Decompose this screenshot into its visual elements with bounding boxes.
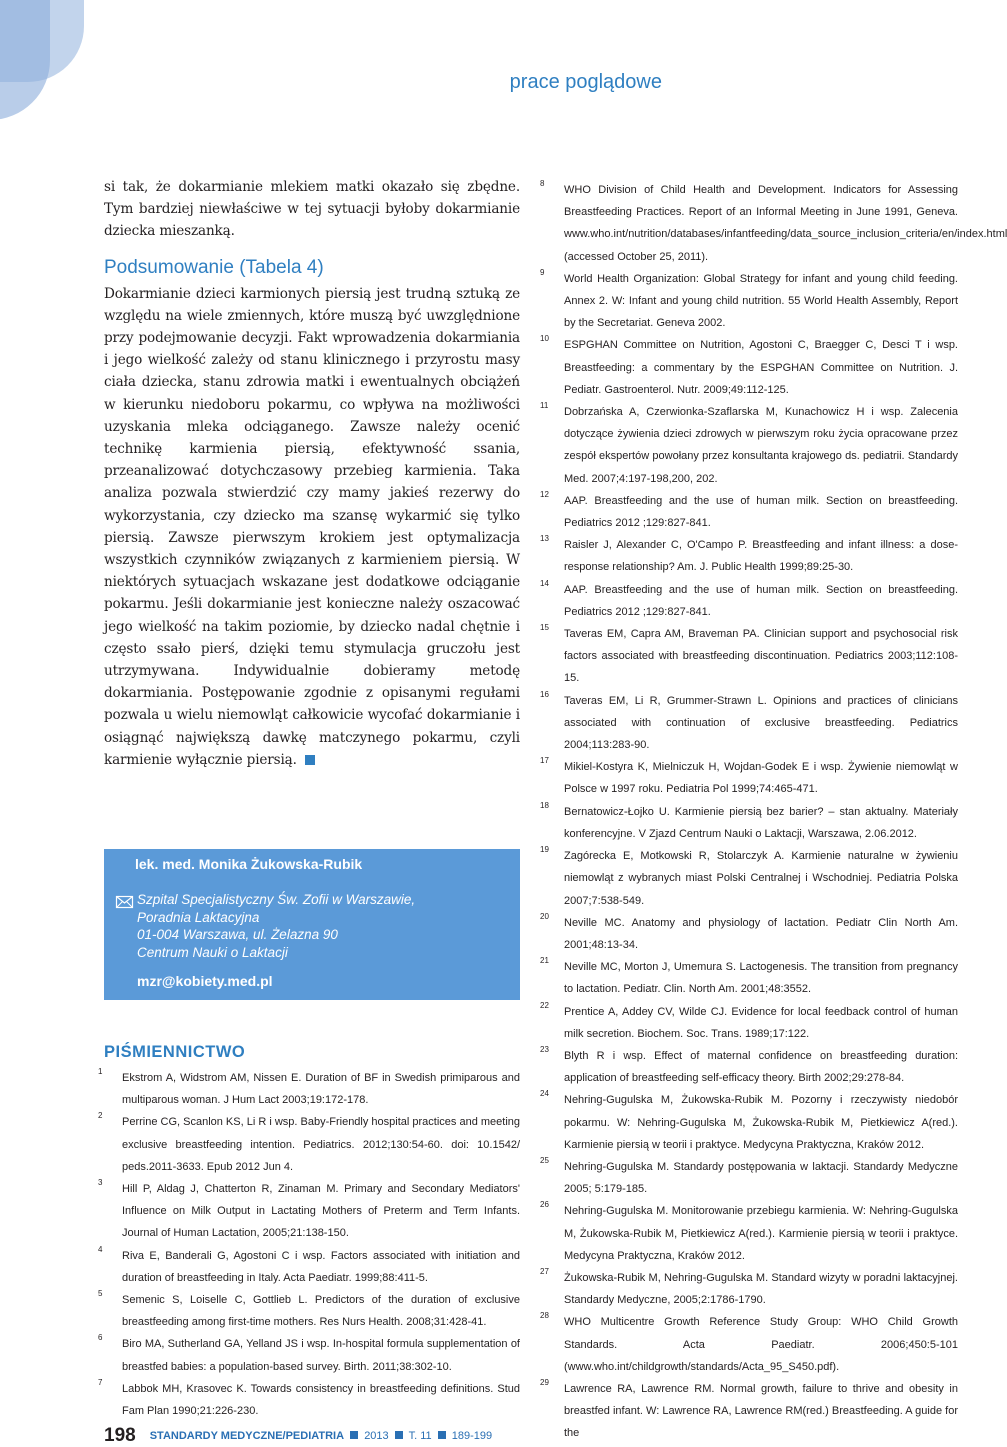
reference-number: 7: [98, 1377, 103, 1387]
reference-number: 1: [98, 1067, 103, 1076]
reference-number: 15: [540, 623, 549, 633]
reference-text: Neville MC. Anatomy and physiology of lactation. Pediatr Clin North Am. 2001;48:13-34.: [564, 916, 958, 951]
reference-text: Nehring-Gugulska M. Standardy postępowania w laktacji. Standardy Medyczne 2005; 5:179-185.: [564, 1160, 958, 1196]
reference-text: AAP. Breastfeeding and the use of human milk. Section on breastfeeding. Pediatrics 2012 ;129:827-841.: [564, 583, 958, 618]
footer: [104, 1425, 492, 1447]
reference-text: Żukowska-Rubik M, Nehring-Gugulska M. Standard wizyty w poradni laktacyjnej. Standardy Medyczne, 2005;2:1786-1790.: [564, 1271, 958, 1307]
address-line: 01-004 Warszawa, ul. Żelazna 90: [137, 927, 338, 942]
reference-item: [98, 1333, 520, 1377]
author-address: [137, 891, 415, 961]
reference-item: [540, 268, 958, 335]
journal-section: /PEDIATRIA: [282, 1430, 345, 1442]
reference-item: [540, 1378, 958, 1445]
reference-number: 12: [540, 489, 549, 499]
reference-text: Riva E, Banderali G, Agostoni C i wsp. Factors associated with initiation and duration of breastfeeding in Italy. Acta Paediatr. 1999;88:411-5.: [122, 1249, 520, 1284]
reference-number: 2: [98, 1111, 103, 1121]
reference-number: 3: [98, 1178, 103, 1188]
separator-icon: [395, 1431, 403, 1439]
reference-item: [540, 1045, 958, 1089]
reference-text: Taveras EM, Capra AM, Braveman PA. Clinician support and psychosocial risk factors associated with breastfeeding discontinuation. Pediatrics 2003;112:108-15.: [564, 628, 958, 685]
reference-number: 6: [98, 1333, 103, 1343]
address-line: Poradnia Laktacyjna: [137, 909, 260, 925]
separator-icon: [438, 1431, 446, 1439]
reference-text: Labbok MH, Krasovec K. Towards consistency in breastfeeding definitions. Stud Fam Plan 1990;21:226-230.: [122, 1382, 520, 1418]
reference-text: Taveras EM, Li R, Grummer-Strawn L. Opinions and practices of clinicians associated with continuation of exclusive breastfeeding. Pediatrics 2004;113:283-90.: [564, 694, 958, 752]
journal-name: STANDARDY MEDYCZNE: [149, 1430, 283, 1442]
reference-number: 9: [540, 267, 545, 277]
reference-item: [540, 956, 958, 1000]
reference-text: AAP. Breastfeeding and the use of human milk. Section on breastfeeding. Pediatrics 2012 ;129:827-841.: [564, 494, 958, 530]
reference-text: Lawrence RA, Lawrence RM. Normal growth, failure to thrive and obesity in breastfed infant. W: Lawrence RA, Lawrence RM(red.) Breastfeeding. A guide for the: [564, 1382, 958, 1440]
paragraph-summary: [104, 283, 520, 771]
reference-item: [98, 1178, 520, 1245]
reference-item: [540, 1089, 958, 1156]
reference-number: 11: [540, 401, 549, 411]
reference-text: Nehring-Gugulska M. Monitorowanie przebiegu karmienia. W: Nehring-Gugulska M, Żukowska-Rubik M, Pietkiewicz A(red.). Karmienie piersią w teorii i praktyce. Medycyna Praktyczna, Kraków 2012.: [564, 1205, 958, 1262]
reference-text: ESPGHAN Committee on Nutrition, Agostoni C, Braegger C, Desci T i wsp. Breastfeeding: a commentary by the ESPGHAN Committee on Nutrition. J. Pediatr. Gastroenterol. Nutr. 2009;49:112-125.: [564, 339, 958, 396]
end-mark-icon: [305, 755, 315, 765]
reference-number: 24: [540, 1089, 549, 1099]
reference-number: 26: [540, 1200, 549, 1210]
reference-number: 14: [540, 578, 549, 588]
reference-number: 17: [540, 756, 549, 766]
reference-text: Zagórecka E, Motkowski R, Stolarczyk A. Karmienie naturalne w żywieniu niemowląt z wybranych miast Polski Centralnej i Wschodniej. Pediatria Polska 2007;7:538-549.: [564, 850, 958, 907]
separator-icon: [350, 1431, 358, 1439]
reference-text: WHO Division of Child Health and Development. Indicators for Assessing Breastfeeding Practices. Report of an Informal Meeting in June 1991, Geneva. www.who.int/nutrition/databases/infantfeeding/data_source_inclusion_criteria/en/index.html (accessed October 25, 2011).: [564, 184, 1007, 263]
journal-pages: 189-199: [451, 1430, 493, 1442]
reference-item: [98, 1378, 520, 1422]
reference-text: Ekstrom A, Widstrom AM, Nissen E. Duration of BF in Swedish primiparous and multiparous woman. J Hum Lact 2003;19:172-178.: [122, 1072, 520, 1107]
references-title: PIŚMIENNICTWO: [104, 1043, 246, 1061]
journal-volume: T. 11: [408, 1430, 432, 1442]
page-number: 198: [104, 1425, 136, 1446]
reference-text: Mikiel-Kostyra K, Mielniczuk H, Wojdan-Godek E i wsp. Żywienie niemowląt w Polsce w 1997 roku. Pediatria Pol 1999;74:465-471.: [564, 761, 958, 796]
reference-number: 4: [98, 1244, 103, 1254]
address-line: Centrum Nauki o Laktacji: [137, 944, 288, 960]
reference-number: 23: [540, 1044, 549, 1054]
reference-number: 16: [540, 689, 549, 699]
reference-number: 22: [540, 1000, 549, 1010]
reference-item: [540, 1156, 958, 1200]
reference-text: Raisler J, Alexander C, O'Campo P. Breastfeeding and infant illness: a dose-response relationship? Am. J. Public Health 1999;89:25-30.: [564, 539, 958, 574]
address-line: Szpital Specjalistyczny Św. Zofii w Warszawie,: [137, 892, 416, 907]
reference-item: [540, 801, 958, 845]
reference-item: [540, 690, 958, 757]
reference-item: [540, 1267, 958, 1311]
reference-number: 25: [540, 1155, 549, 1165]
reference-number: 20: [540, 911, 549, 921]
reference-text: Perrine CG, Scanlon KS, Li R i wsp. Baby-Friendly hospital practices and meeting exclusive breastfeeding intention. Pediatrics. 2012;130:54-60. doi: 10.1542/ peds.2011-3633. Epub 2012 Jun 4.: [122, 1116, 521, 1173]
reference-number: 8: [540, 179, 545, 188]
reference-text: Dobrzańska A, Czerwionka-Szaflarska M, Kunachowicz H i wsp. Zalecenia dotyczące żywienia dzieci zdrowych w pierwszym roku życia opracowane przez zespół ekspertów powołany przez konsultanta krajowego ds. pediatrii. Standardy Med. 2007;4:197-198,200, 202.: [564, 406, 958, 485]
reference-item: [540, 1001, 958, 1045]
author-box: [104, 849, 520, 1000]
reference-number: 13: [540, 534, 549, 544]
reference-item: [98, 1067, 520, 1111]
main-text-column: [104, 176, 520, 771]
paragraph-intro: si tak, że dokarmianie mlekiem matki okazało się zbędne. Tym bardziej niewłaściwe w tej sytuacji byłoby dokarmianie dziecka mieszanką.: [104, 179, 520, 240]
reference-item: [540, 401, 958, 490]
reference-text: World Health Organization: Global Strategy for infant and young child feeding. Annex 2. W: Infant and young child nutrition. 55 World Health Assembly, Report by the Secretariat. Geneva 2002.: [564, 272, 958, 330]
reference-number: 29: [540, 1377, 549, 1387]
reference-item: [540, 534, 958, 578]
reference-text: Prentice A, Addey CV, Wilde CJ. Evidence for local feedback control of human milk secretion. Biochem. Soc. Trans. 1989;17:122.: [564, 1005, 958, 1040]
references-list-right: [540, 179, 1007, 1445]
reference-number: 21: [540, 956, 549, 966]
author-email[interactable]: mzr@kobiety.med.pl: [137, 973, 273, 989]
reference-number: 27: [540, 1266, 549, 1276]
reference-text: Blyth R i wsp. Effect of maternal confidence on breastfeeding duration: application of breastfeeding self-efficacy theory. Birth 2002;29:278-84.: [564, 1049, 958, 1085]
reference-number: 28: [540, 1311, 549, 1321]
reference-text: Neville MC, Morton J, Umemura S. Lactogenesis. The transition from pregnancy to lactation. Pediatr. Clin. North Am. 2001;48:3552.: [564, 961, 958, 996]
journal-year: 2013: [364, 1430, 389, 1442]
envelope-icon: [116, 896, 133, 908]
reference-item: [540, 179, 1007, 268]
author-name: lek. med. Monika Żukowska-Rubik: [135, 856, 363, 872]
reference-number: 19: [540, 845, 549, 855]
reference-number: 5: [98, 1289, 103, 1299]
reference-item: [540, 1311, 958, 1378]
reference-text: Bernatowicz-Łojko U. Karmienie piersią bez barier? – stan aktualny. Materiały konferencyjne. V Zjazd Centrum Nauki o Laktacji, Warszawa, 2.06.2012.: [564, 805, 958, 840]
reference-item: [98, 1245, 520, 1289]
corner-decoration: [0, 0, 120, 120]
reference-item: [540, 912, 958, 956]
reference-item: [98, 1111, 520, 1178]
reference-item: [540, 490, 958, 534]
references-list-left: [98, 1067, 520, 1422]
section-header: prace poglądowe: [509, 71, 662, 93]
reference-item: [540, 334, 958, 401]
reference-number: 10: [540, 334, 549, 344]
reference-item: [540, 623, 958, 690]
reference-text: WHO Multicentre Growth Reference Study Group: WHO Child Growth Standards. Acta Paediatr. 2006;450:5-101 (www.who.int/childgrowth/standards/Acta_95_S450.pdf).: [564, 1316, 958, 1373]
reference-text: Biro MA, Sutherland GA, Yelland JS i wsp. In-hospital formula supplementation of breastfed babies: a population-based survey. Birth. 2011;38:302-10.: [122, 1338, 520, 1373]
section-title: Podsumowanie (Tabela 4): [104, 256, 324, 278]
reference-item: [98, 1289, 520, 1333]
reference-item: [540, 579, 958, 623]
reference-item: [540, 1200, 958, 1267]
paragraph-summary-text: Dokarmianie dzieci karmionych piersią jest trudną sztuką ze względu na wiele zmiennych, które muszą być uwzględnione przy podejmowanie decyzji. Fakt wprowadzenia dokarmiania i jego wielkość zależy od stanu klinicznego i przyrostu masy ciała dziecka, stanu zdrowia matki i ewentualnych obciążeń w kierunku niedoboru pokarmu, co wpływa na możliwości uzyskania mleka odciąganego. Zawsze należy ocenić technikę karmienia piersią, efektywność ssania, przeanalizować dotychczasowy przebieg karmienia. Taka analiza pozwala stwierdzić czy mamy jakieś rezerwy do wykorzystania, czy dziecko ma szansę wykarmić się tylko piersią. Zawsze pierwszym krokiem jest optymalizacja wszystkich czynników związanych z karmieniem piersią. W niektórych sytuacjach wskazane jest dodatkowe odciąganie pokarmu. Jeśli dokarmianie jest konieczne należy oszacować jego wielkość na takim poziomie, by dziecko nadal chętnie i często ssało pierś, dzięki temu stymulacja gruczołu jest utrzymywana. Indywidualnie dobieramy metodę dokarmiania. Postępowanie zgodnie z opisanymi regułami pozwala u wielu niemowląt całkowicie wycofać dokarmianie i osiągnąć największą dawkę matczynego pokarmu, czyli karmienie wyłącznie piersią.: [104, 285, 520, 768]
reference-item: [540, 845, 958, 912]
reference-text: Semenic S, Loiselle C, Gottlieb L. Predictors of the duration of exclusive breastfeeding among first-time mothers. Res Nurs Health. 2008;31:428-41.: [122, 1294, 520, 1329]
reference-number: 18: [540, 800, 549, 810]
reference-text: Hill P, Aldag J, Chatterton R, Zinaman M. Primary and Secondary Mediators' Influence on Milk Output in Lactating Mothers of Preterm and Term Infants. Journal of Human Lactation, 2005;21:138-150.: [122, 1183, 520, 1240]
reference-text: Nehring-Gugulska M, Żukowska-Rubik M. Pozorny i rzeczywisty niedobór pokarmu. W: Nehring-Gugulska M, Żukowska-Rubik M, Pietkiewicz A(red.). Karmienie piersią w teorii i praktyce. Medycyna Praktyczna, Kraków 2012.: [564, 1094, 958, 1151]
reference-item: [540, 756, 958, 800]
